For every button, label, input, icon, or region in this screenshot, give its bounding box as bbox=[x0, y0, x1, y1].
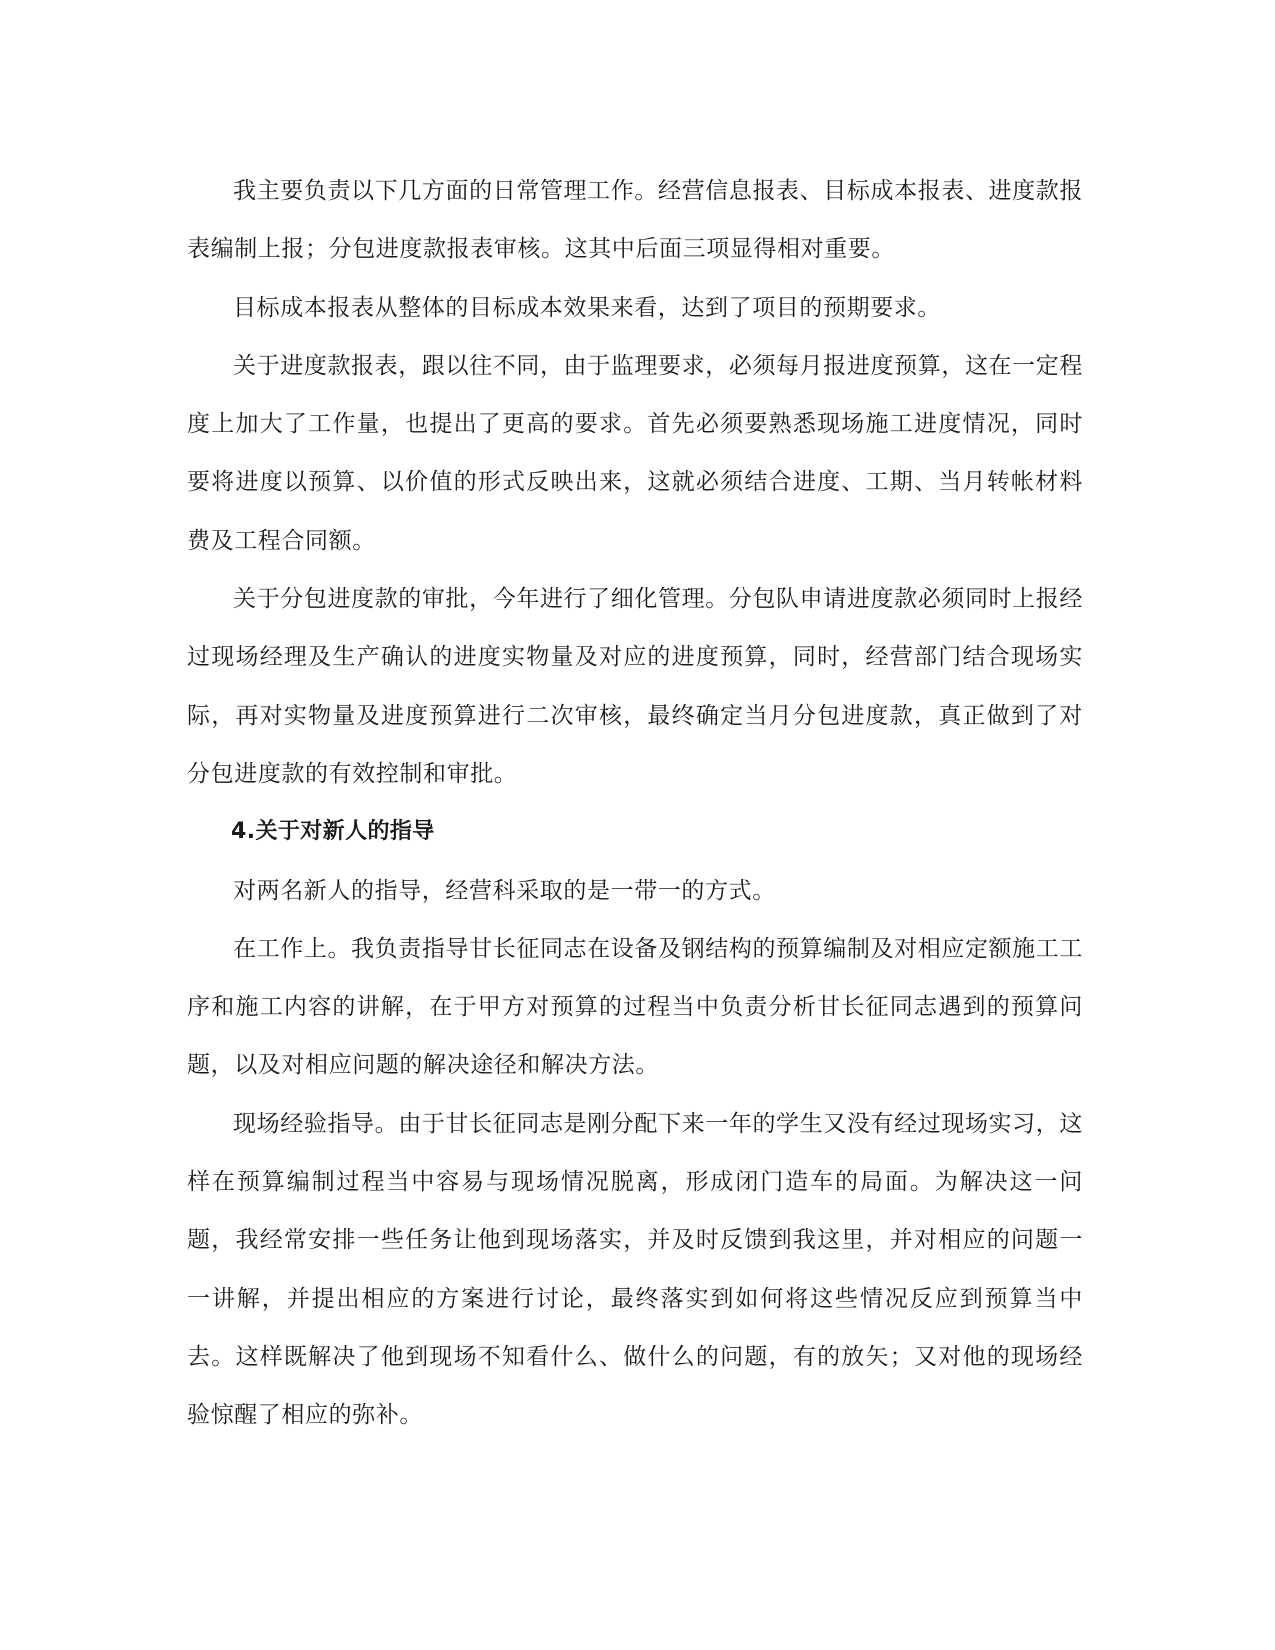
paragraph-subcontract-approval: 关于分包进度款的审批，今年进行了细化管理。分包队申请进度款必须同时上报经过现场经理及生产确认的进度实物量及对应的进度预算，同时，经营部门结合现场实际，再对实物量及进度预算进行二次审核，最终确定当月分包进度款，真正做到了对分包进度款的有效控制和审批。 bbox=[187, 586, 1083, 787]
paragraph-daily-management: 我主要负责以下几方面的日常管理工作。经营信息报表、目标成本报表、进度款报表编制上报；分包进度款报表审核。这其中后面三项显得相对重要。 bbox=[187, 178, 1083, 263]
document-body bbox=[187, 162, 1083, 1445]
paragraph-target-cost: 目标成本报表从整体的目标成本效果来看，达到了项目的预期要求。 bbox=[233, 294, 941, 321]
paragraph-progress-payment-report: 关于进度款报表，跟以往不同，由于监理要求，必须每月报进度预算，这在一定程度上加大了工作量，也提出了更高的要求。首先必须要熟悉现场施工进度情况，同时要将进度以预算、以价值的形式反映出来，这就必须结合进度、工期、当月转帐材料费及工程合同额。 bbox=[187, 352, 1083, 554]
paragraph-field-experience: 现场经验指导。由于甘长征同志是刚分配下来一年的学生又没有经过现场实习，这样在预算编制过程当中容易与现场情况脱离，形成闭门造车的局面。为解决这一问题，我经常安排一些任务让他到现场落实，并及时反馈到我这里，并对相应的问题一一讲解，并提出相应的方案进行讨论，最终落实到如何将这些情况反应到预算当中去。这样既解决了他到现场不知看什么、做什么的问题，有的放矢；又对他的现场经验惊醒了相应的弥补。 bbox=[187, 1110, 1083, 1429]
paragraph-work-guidance: 在工作上。我负责指导甘长征同志在设备及钢结构的预算编制及对相应定额施工工序和施工内容的讲解，在于甲方对预算的过程当中负责分析甘长征同志遇到的预算问题，以及对相应问题的解决途径和解决方法。 bbox=[187, 935, 1083, 1079]
paragraph-mentoring-method: 对两名新人的指导，经营科采取的是一带一的方式。 bbox=[233, 877, 776, 904]
section-heading-new-staff-guidance: 4.关于对新人的指导 bbox=[231, 819, 435, 845]
